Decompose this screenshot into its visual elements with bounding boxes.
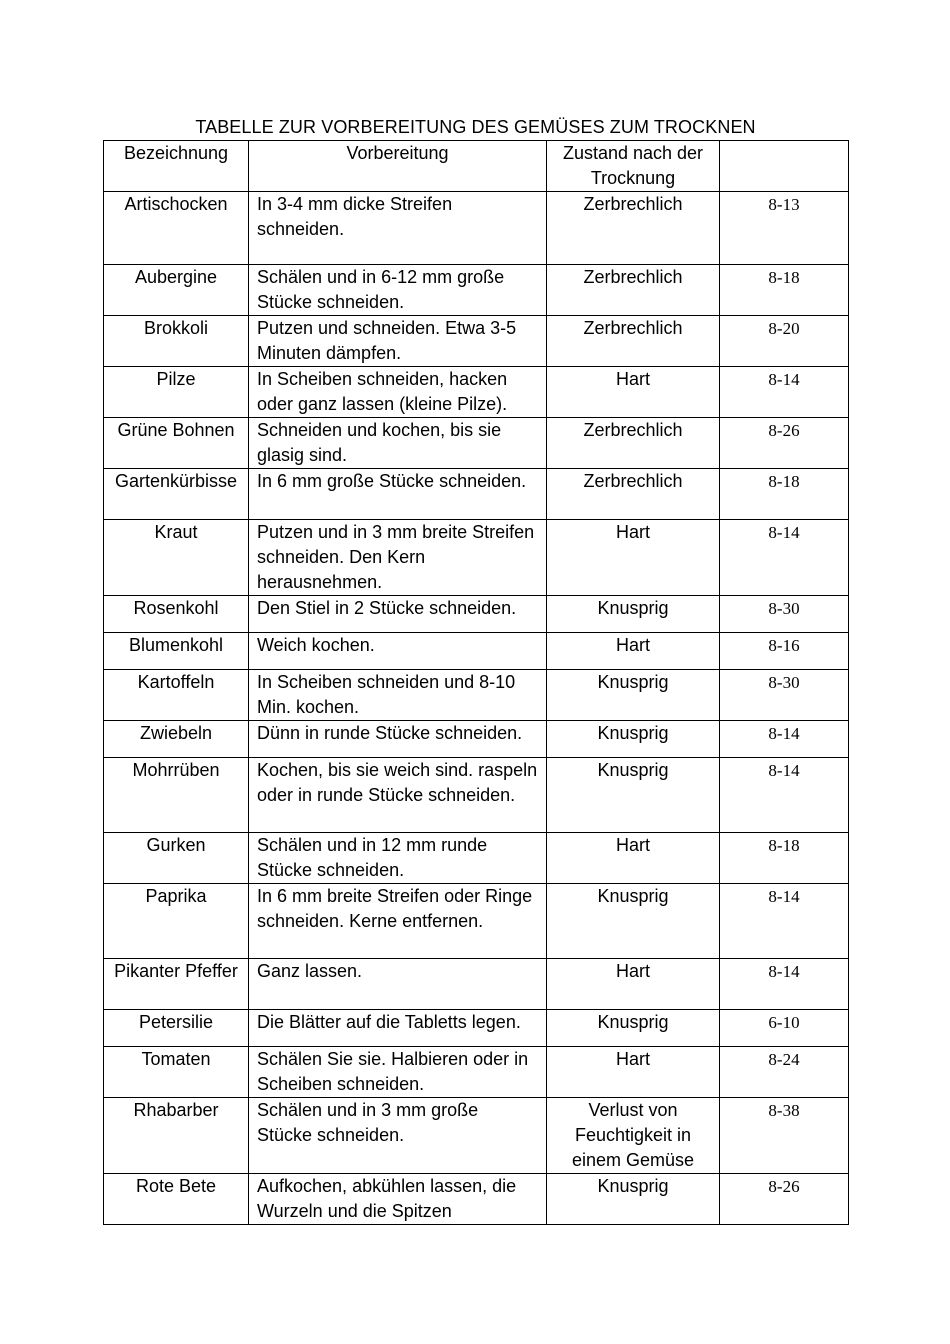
- preparation-cell: Dünn in runde Stücke schneiden.: [249, 721, 547, 758]
- dried-state-cell: Hart: [547, 959, 720, 1010]
- dried-state-cell: Zerbrechlich: [547, 469, 720, 520]
- drying-time-cell: 8-24: [720, 1047, 849, 1098]
- dried-state-cell: Knusprig: [547, 884, 720, 959]
- table-row: [104, 265, 849, 316]
- preparation-cell: Ganz lassen.: [249, 959, 547, 1010]
- preparation-cell: Putzen und in 3 mm breite Streifen schneiden. Den Kern herausnehmen.: [249, 520, 547, 596]
- drying-time-cell: 8-26: [720, 1174, 849, 1225]
- preparation-cell: In 3-4 mm dicke Streifen schneiden.: [249, 192, 547, 265]
- drying-time-cell: 6-10: [720, 1010, 849, 1047]
- header-vorbereitung: Vorbereitung: [249, 141, 547, 192]
- table-row: [104, 633, 849, 670]
- drying-time-cell: 8-14: [720, 520, 849, 596]
- header-zustand: Zustand nach der Trocknung: [547, 141, 720, 192]
- vegetable-name-cell: Tomaten: [104, 1047, 249, 1098]
- vegetable-name-cell: Kartoffeln: [104, 670, 249, 721]
- preparation-cell: In Scheiben schneiden, hacken oder ganz lassen (kleine Pilze).: [249, 367, 547, 418]
- dried-state-cell: Hart: [547, 1047, 720, 1098]
- drying-time-cell: 8-13: [720, 192, 849, 265]
- vegetable-name-cell: Gurken: [104, 833, 249, 884]
- dried-state-cell: Hart: [547, 520, 720, 596]
- dried-state-cell: Knusprig: [547, 758, 720, 833]
- vegetable-drying-table: [103, 140, 849, 1225]
- table-row: [104, 758, 849, 833]
- preparation-cell: Schälen und in 3 mm große Stücke schneiden.: [249, 1098, 547, 1174]
- dried-state-cell: Hart: [547, 633, 720, 670]
- vegetable-name-cell: Pilze: [104, 367, 249, 418]
- dried-state-cell: Zerbrechlich: [547, 418, 720, 469]
- preparation-cell: Putzen und schneiden. Etwa 3-5 Minuten dämpfen.: [249, 316, 547, 367]
- drying-time-cell: 8-26: [720, 418, 849, 469]
- preparation-cell: Kochen, bis sie weich sind. raspeln oder in runde Stücke schneiden.: [249, 758, 547, 833]
- preparation-cell: Weich kochen.: [249, 633, 547, 670]
- table-row: [104, 1047, 849, 1098]
- table-row: [104, 316, 849, 367]
- dried-state-cell: Knusprig: [547, 670, 720, 721]
- preparation-cell: Die Blätter auf die Tabletts legen.: [249, 1010, 547, 1047]
- vegetable-name-cell: Kraut: [104, 520, 249, 596]
- table-row: [104, 833, 849, 884]
- dried-state-cell: Knusprig: [547, 721, 720, 758]
- preparation-cell: Schneiden und kochen, bis sie glasig sind.: [249, 418, 547, 469]
- vegetable-name-cell: Petersilie: [104, 1010, 249, 1047]
- dried-state-cell: Hart: [547, 833, 720, 884]
- dried-state-cell: Zerbrechlich: [547, 316, 720, 367]
- dried-state-cell: Knusprig: [547, 1010, 720, 1047]
- vegetable-name-cell: Artischocken: [104, 192, 249, 265]
- table-row: [104, 469, 849, 520]
- vegetable-name-cell: Blumenkohl: [104, 633, 249, 670]
- table-row: [104, 1174, 849, 1225]
- drying-time-cell: 8-20: [720, 316, 849, 367]
- preparation-cell: Den Stiel in 2 Stücke schneiden.: [249, 596, 547, 633]
- vegetable-name-cell: Grüne Bohnen: [104, 418, 249, 469]
- header-bezeichnung: Bezeichnung: [104, 141, 249, 192]
- dried-state-cell: Verlust von Feuchtigkeit in einem Gemüse: [547, 1098, 720, 1174]
- drying-time-cell: 8-18: [720, 833, 849, 884]
- table-row: [104, 418, 849, 469]
- dried-state-cell: Hart: [547, 367, 720, 418]
- vegetable-name-cell: Pikanter Pfeffer: [104, 959, 249, 1010]
- drying-time-cell: 8-14: [720, 367, 849, 418]
- table-row: [104, 1098, 849, 1174]
- drying-time-cell: 8-30: [720, 670, 849, 721]
- drying-time-cell: 8-14: [720, 758, 849, 833]
- drying-time-cell: 8-16: [720, 633, 849, 670]
- preparation-cell: In 6 mm große Stücke schneiden.: [249, 469, 547, 520]
- dried-state-cell: Zerbrechlich: [547, 192, 720, 265]
- preparation-cell: Schälen und in 12 mm runde Stücke schneiden.: [249, 833, 547, 884]
- preparation-cell: In Scheiben schneiden und 8-10 Min. kochen.: [249, 670, 547, 721]
- table-row: [104, 884, 849, 959]
- table-row: [104, 192, 849, 265]
- vegetable-name-cell: Rhabarber: [104, 1098, 249, 1174]
- drying-time-cell: 8-30: [720, 596, 849, 633]
- vegetable-name-cell: Rote Bete: [104, 1174, 249, 1225]
- vegetable-name-cell: Aubergine: [104, 265, 249, 316]
- drying-time-cell: 8-14: [720, 721, 849, 758]
- table-header-row: [104, 141, 849, 192]
- drying-time-cell: 8-18: [720, 469, 849, 520]
- vegetable-name-cell: Zwiebeln: [104, 721, 249, 758]
- table-row: [104, 596, 849, 633]
- dried-state-cell: Zerbrechlich: [547, 265, 720, 316]
- preparation-cell: Schälen Sie sie. Halbieren oder in Scheiben schneiden.: [249, 1047, 547, 1098]
- vegetable-name-cell: Brokkoli: [104, 316, 249, 367]
- page-title: TABELLE ZUR VORBEREITUNG DES GEMÜSES ZUM TROCKNEN: [195, 117, 756, 137]
- vegetable-name-cell: Gartenkürbisse: [104, 469, 249, 520]
- table-row: [104, 1010, 849, 1047]
- drying-time-cell: 8-14: [720, 884, 849, 959]
- drying-time-cell: 8-14: [720, 959, 849, 1010]
- table-row: [104, 721, 849, 758]
- dried-state-cell: Knusprig: [547, 596, 720, 633]
- preparation-cell: Aufkochen, abkühlen lassen, die Wurzeln und die Spitzen: [249, 1174, 547, 1225]
- preparation-cell: In 6 mm breite Streifen oder Ringe schneiden. Kerne entfernen.: [249, 884, 547, 959]
- vegetable-name-cell: Paprika: [104, 884, 249, 959]
- vegetable-name-cell: Rosenkohl: [104, 596, 249, 633]
- table-row: [104, 959, 849, 1010]
- vegetable-name-cell: Mohrrüben: [104, 758, 249, 833]
- header-time: [720, 141, 849, 192]
- drying-time-cell: 8-38: [720, 1098, 849, 1174]
- table-row: [104, 520, 849, 596]
- table-row: [104, 670, 849, 721]
- table-row: [104, 367, 849, 418]
- drying-time-cell: 8-18: [720, 265, 849, 316]
- dried-state-cell: Knusprig: [547, 1174, 720, 1225]
- preparation-cell: Schälen und in 6-12 mm große Stücke schneiden.: [249, 265, 547, 316]
